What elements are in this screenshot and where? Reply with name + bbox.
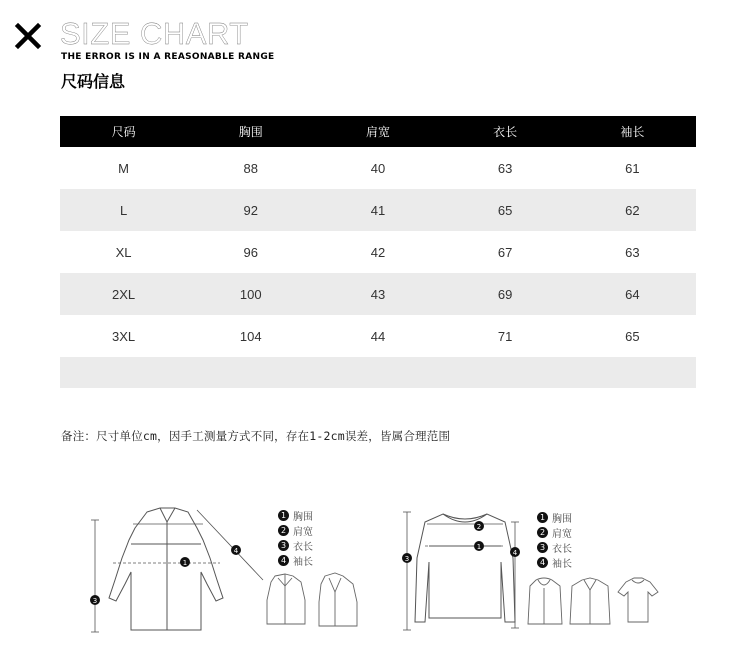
table-cell: 2XL [60, 273, 187, 315]
table-cell: 96 [243, 244, 259, 260]
column-header: 袖长 [569, 116, 696, 147]
marker-2-icon: 2 [537, 527, 548, 538]
marker-1-icon: 1 [278, 510, 289, 521]
size-chart-subtitle: THE ERROR IS IN A REASONABLE RANGE [61, 52, 275, 62]
legend-label: 衣长 [293, 541, 313, 553]
legend-item [278, 538, 313, 552]
table-cell: 41 [314, 189, 441, 231]
table-cell: 100 [187, 273, 314, 315]
table-row [60, 147, 696, 189]
measurement-note: 备注：尺寸单位cm，因手工测量方式不同，存在1-2cm误差，皆属合理范围 [61, 429, 451, 443]
table-cell: L [60, 189, 187, 231]
size-table [60, 116, 696, 388]
column-header: 肩宽 [314, 116, 441, 147]
size-chart-title: SIZE CHART [60, 16, 249, 51]
legend-label: 袖长 [293, 556, 313, 568]
table-cell: 64 [569, 273, 696, 315]
table-cell: M [118, 160, 130, 176]
top-thumbnails [522, 576, 662, 632]
legend-item [278, 523, 313, 537]
marker-3-icon: 3 [278, 540, 289, 551]
svg-text:1: 1 [476, 543, 482, 551]
legend-item [537, 540, 572, 554]
legend-label: 肩宽 [552, 528, 572, 540]
legend-label: 袖长 [552, 558, 572, 570]
table-cell: XL [115, 244, 132, 260]
table-cell: 92 [187, 189, 314, 231]
svg-text:4: 4 [512, 549, 518, 557]
svg-text:3: 3 [404, 555, 410, 563]
legend-item [278, 508, 313, 522]
table-cell: 63 [625, 244, 640, 260]
shirt-measurement-diagram [85, 500, 275, 635]
svg-text:4: 4 [233, 547, 239, 555]
table-cell: 63 [497, 160, 513, 176]
table-cell: 71 [497, 328, 513, 344]
table-cell: 61 [625, 160, 640, 176]
table-cell: 44 [370, 328, 386, 344]
svg-text:2: 2 [476, 523, 482, 531]
table-row [60, 189, 696, 231]
legend-item [537, 510, 572, 524]
table-cell: 3XL [112, 328, 136, 344]
legend-label: 肩宽 [293, 526, 313, 538]
table-cell: 40 [370, 160, 386, 176]
table-empty-cell [60, 357, 696, 388]
marker-4-icon: 4 [537, 557, 548, 568]
table-cell: 67 [497, 244, 513, 260]
size-info-heading: 尺码信息 [61, 72, 126, 91]
table-row [60, 315, 696, 357]
table-header-row [60, 116, 696, 147]
legend-item [537, 525, 572, 539]
table-cell: 42 [370, 244, 386, 260]
column-header: 衣长 [442, 116, 569, 147]
table-cell: 65 [625, 328, 640, 344]
marker-2-icon: 2 [278, 525, 289, 536]
table-row [60, 231, 696, 273]
table-cell: 62 [569, 189, 696, 231]
svg-text:1: 1 [182, 559, 188, 567]
table-cell: 69 [442, 273, 569, 315]
measurement-legend-left [278, 508, 313, 568]
legend-label: 胸围 [552, 513, 572, 525]
marker-4-icon: 4 [278, 555, 289, 566]
table-row [60, 273, 696, 315]
legend-item [537, 555, 572, 569]
jacket-thumbnails [263, 570, 363, 632]
table-cell: 88 [243, 160, 259, 176]
table-cell: 65 [442, 189, 569, 231]
column-header: 胸围 [187, 116, 314, 147]
table-cell: 104 [239, 328, 262, 344]
legend-item [278, 553, 313, 567]
measurement-legend-right [537, 510, 572, 570]
marker-3-icon: 3 [537, 542, 548, 553]
legend-label: 胸围 [293, 511, 313, 523]
legend-label: 衣长 [552, 543, 572, 555]
table-empty-row [60, 357, 696, 388]
table-cell: 43 [314, 273, 441, 315]
column-header: 尺码 [60, 116, 187, 147]
marker-1-icon: 1 [537, 512, 548, 523]
close-icon[interactable] [14, 22, 42, 50]
svg-text:3: 3 [92, 597, 98, 605]
sweater-measurement-diagram [397, 500, 537, 638]
